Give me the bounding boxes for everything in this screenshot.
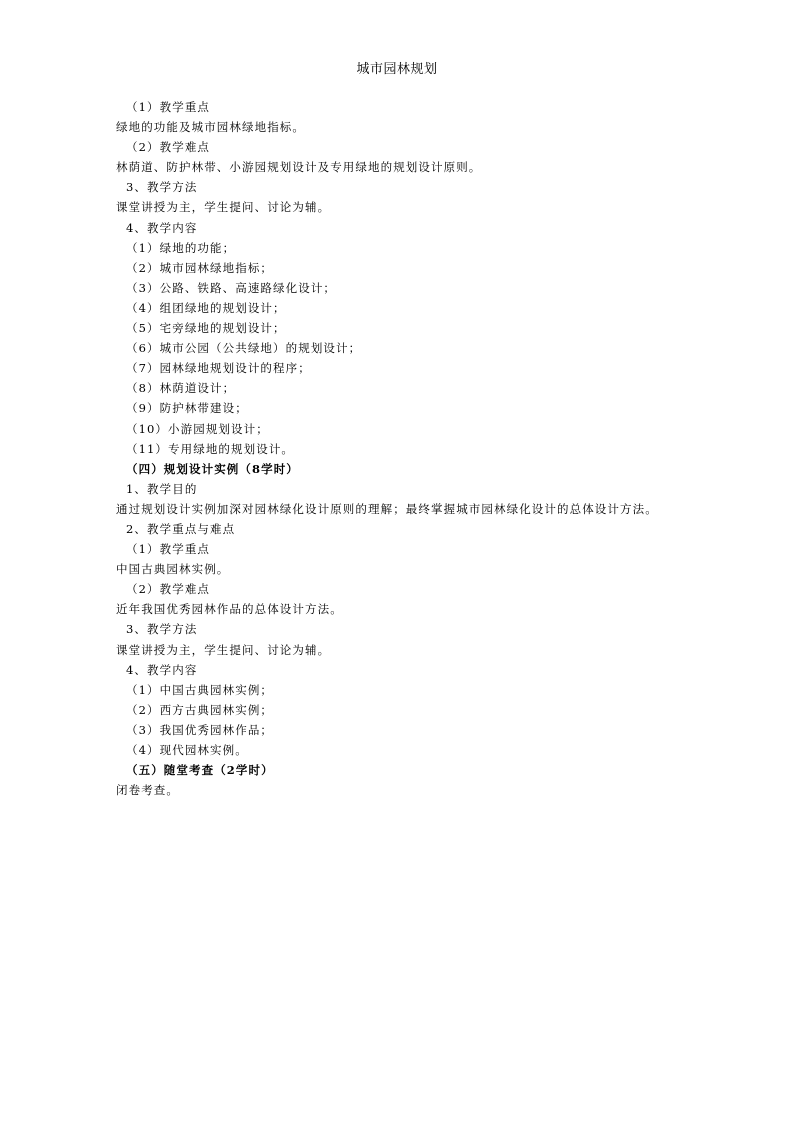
document-body: [116, 97, 696, 800]
list-item: （3）公路、铁路、高速路绿化设计；: [126, 280, 337, 295]
subheading-teaching-method: 3、教学方法: [126, 622, 198, 637]
paragraph: 闭卷考查。: [116, 783, 179, 798]
list-item: （1）绿地的功能；: [126, 240, 236, 255]
section-heading: （四）规划设计实例（8学时）: [126, 461, 299, 476]
list-item: （2）城市园林绿地指标；: [126, 260, 274, 275]
subheading-teaching-content: 4、教学内容: [126, 220, 198, 235]
section-heading: （五）随堂考查（2学时）: [126, 763, 274, 778]
list-item: （7）园林绿地规划设计的程序；: [126, 361, 311, 376]
subheading-teaching-difficulty: （2）教学难点: [126, 140, 211, 155]
subheading-teaching-focus: （1）教学重点: [126, 100, 211, 114]
subheading-teaching-content: 4、教学内容: [126, 662, 198, 677]
subheading-teaching-purpose: 1、教学目的: [126, 481, 198, 496]
list-item: （11）专用绿地的规划设计。: [126, 441, 295, 456]
paragraph: 近年我国优秀园林作品的总体设计方法。: [116, 602, 343, 617]
list-item: （3）我国优秀园林作品；: [126, 722, 274, 737]
page-header: 城市园林规划: [356, 62, 438, 77]
subheading-teaching-focus: （1）教学重点: [126, 542, 211, 557]
paragraph: 林荫道、防护林带、小游园规划设计及专用绿地的规划设计原则。: [116, 160, 482, 175]
paragraph: 绿地的功能及城市园林绿地指标。: [116, 120, 305, 135]
list-item: （6）城市公园（公共绿地）的规划设计；: [126, 341, 362, 356]
paragraph: 通过规划设计实例加深对园林绿化设计原则的理解；最终掌握城市园林绿化设计的总体设计方法。: [116, 501, 658, 516]
list-item: （1）中国古典园林实例；: [126, 682, 274, 697]
list-item: （10）小游园规划设计；: [126, 421, 269, 436]
list-item: （2）西方古典园林实例；: [126, 702, 274, 717]
list-item: （5）宅旁绿地的规划设计；: [126, 321, 286, 336]
subheading-teaching-method: 3、教学方法: [126, 180, 198, 195]
paragraph: 课堂讲授为主，学生提问、讨论为辅。: [116, 200, 331, 215]
list-item: （4）现代园林实例。: [126, 743, 248, 757]
list-item: （4）组团绿地的规划设计；: [126, 300, 286, 315]
subheading-teaching-difficulty: （2）教学难点: [126, 582, 211, 597]
list-item: （9）防护林带建设；: [126, 401, 248, 416]
paragraph: 课堂讲授为主，学生提问、讨论为辅。: [116, 642, 331, 657]
paragraph: 中国古典园林实例。: [116, 562, 230, 577]
list-item: （8）林荫道设计；: [126, 381, 236, 396]
subheading-focus-and-difficulty: 2、教学重点与难点: [126, 521, 236, 536]
